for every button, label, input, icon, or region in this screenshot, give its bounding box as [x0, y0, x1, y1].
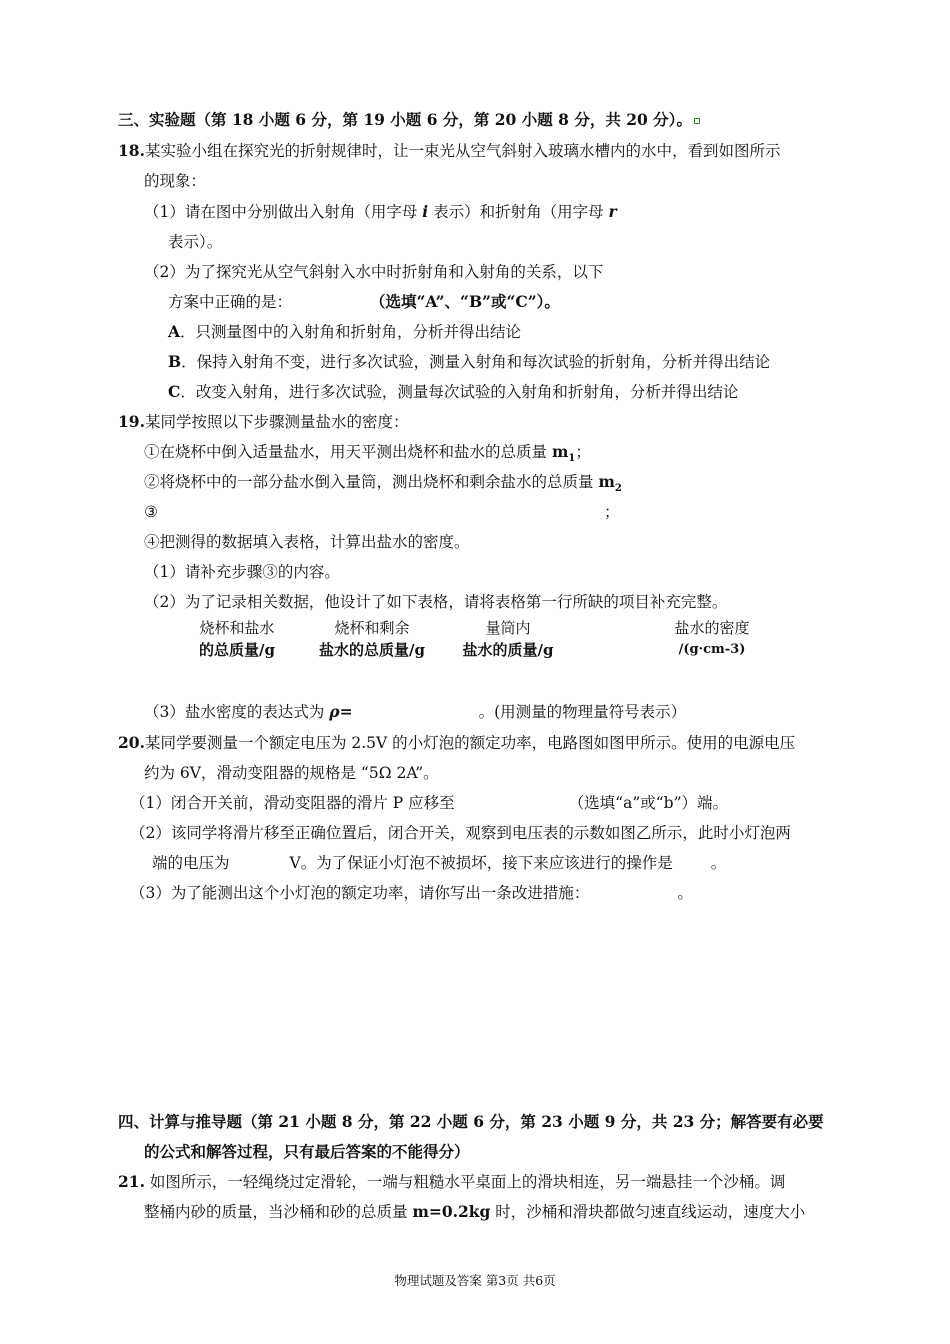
table-header-2-line1: 烧杯和剩余: [334, 619, 410, 637]
q19-subscript-2: 2: [614, 483, 622, 494]
q19-step1-text: ①在烧杯中倒入适量盐水，用天平测出烧杯和盐水的总质量: [144, 443, 552, 461]
q18-option-a-text: ．只测量图中的入射角和折射角，分析并得出结论: [180, 323, 522, 341]
q19-step3: ③: [144, 503, 158, 521]
q21-mass-value: m=0.2kg: [412, 1202, 491, 1221]
q18-part2-hint: （选填“A”、“B”或“C”）。: [370, 292, 560, 311]
table-header-3-line1: 量筒内: [485, 619, 531, 637]
q19-part3-text: （3）盐水密度的表达式为: [144, 703, 330, 721]
q18-part1-line2: 表示）。: [168, 233, 223, 251]
table-header-1-line2: 的总质量/g: [199, 641, 275, 659]
q19-subscript-1: 1: [568, 453, 576, 464]
q18-part1-text-a: （1）请在图中分别做出入射角（用字母: [144, 203, 423, 221]
q18-stem-line1: [118, 141, 780, 161]
q19-part2: （2）为了记录相关数据，他设计了如下表格，请将表格第一行所缺的项目补充完整。: [144, 593, 728, 611]
q21-stem-line1: [118, 1172, 785, 1192]
table-header-3-line2: 盐水的质量/g: [462, 641, 554, 659]
q18-option-b-key: B: [168, 352, 182, 371]
q20-part1-hint: （选填“a”或“b”）端。: [568, 794, 729, 812]
q19-symbol-m1: m: [551, 442, 569, 461]
section-3-title-text: 三、实验题（第 18 小题 6 分，第 19 小题 6 分，第 20 小题 8 分，共 20 分）: [118, 110, 677, 129]
q20-part2-text-b: V。为了保证小灯泡不被损坏，接下来应该进行的操作是: [289, 854, 673, 872]
q20-stem-line1: [118, 733, 795, 753]
q18-part1-line1: [144, 202, 617, 222]
q21-number: 21.: [118, 1172, 145, 1191]
q19-symbol-rho: ρ=: [329, 702, 353, 721]
q18-part2-line2: [168, 292, 560, 312]
table-header-cylinder-mass: [442, 617, 574, 661]
q19-step3-end: ；: [604, 503, 620, 521]
table-header-1-line1: 烧杯和盐水: [199, 619, 275, 637]
q20-part1: [130, 793, 728, 813]
table-header-total-mass: [172, 617, 302, 661]
page-footer: 物理试题及答案 第3页 共6页: [394, 1273, 556, 1288]
q19-part3: [144, 702, 686, 722]
q18-stem-line2: 的现象：: [144, 172, 207, 190]
q21-stem-text: 如图所示，一轻绳绕过定滑轮，一端与粗糙水平桌面上的滑块相连，另一端悬挂一个沙桶。调: [144, 1173, 786, 1191]
green-square-icon: [694, 118, 700, 124]
q19-number: 19.: [118, 412, 145, 431]
q19-step1: [144, 442, 591, 469]
q18-number: 18.: [118, 141, 145, 160]
q21-stem-text-b: 时，沙桶和滑块都做匀速直线运动，速度大小: [490, 1203, 806, 1221]
table-header-density: [650, 617, 774, 661]
q18-part2-line1: （2）为了探究光从空气斜射入水中时折射角和入射角的关系，以下: [144, 263, 604, 281]
table-header-4-line2: /(g·cm-3): [678, 642, 746, 657]
q19-step2: [144, 472, 622, 499]
table-header-4-line1: 盐水的密度: [674, 619, 750, 637]
q18-option-a: [168, 322, 521, 342]
q20-part3: [130, 883, 693, 903]
q18-stem-text: 某实验小组在探究光的折射规律时，让一束光从空气斜射入玻璃水槽内的水中，看到如图所示: [144, 142, 781, 160]
q20-part2-line2: [152, 853, 726, 873]
q19-symbol-m2: m: [598, 472, 615, 491]
q20-part2-end: 。: [710, 854, 727, 872]
q18-option-b: [168, 352, 770, 372]
q18-option-c-key: C: [168, 382, 181, 401]
q20-part1-text: （1）闭合开关前，滑动变阻器的滑片 P 应移至: [130, 794, 455, 812]
q18-part2-prompt: 方案中正确的是：: [168, 293, 293, 311]
q19-stem: [118, 412, 408, 432]
q19-step1-end: ；: [575, 443, 591, 461]
q20-part2-line1: （2）该同学将滑片移至正确位置后，闭合开关，观察到电压表的示数如图乙所示，此时小灯泡两: [130, 824, 791, 842]
q18-part1-text-b: 表示）和折射角（用字母: [428, 203, 609, 221]
q19-part1: （1）请补充步骤③的内容。: [144, 563, 340, 581]
q18-option-b-text: ．保持入射角不变，进行多次试验，测量入射角和每次试验的折射角，分析并得出结论: [181, 353, 771, 371]
section-3-title: [118, 110, 700, 130]
q21-stem-line2: [144, 1202, 805, 1222]
q20-part3-end: 。: [677, 884, 693, 902]
section-3-mark: 。: [676, 110, 692, 129]
section-4-title-line1: 四、计算与推导题（第 21 小题 8 分，第 22 小题 6 分，第 23 小题 9 分，共 23 分；解答要有必要: [118, 1112, 824, 1131]
q20-stem-line2: 约为 6V，滑动变阻器的规格是 “5Ω 2A”。: [144, 764, 439, 782]
q18-symbol-r: r: [608, 202, 617, 221]
q18-option-c-text: ．改变入射角，进行多次试验，测量每次试验的入射角和折射角，分析并得出结论: [180, 383, 739, 401]
table-header-remaining-mass: [302, 617, 442, 661]
q19-step2-text: ②将烧杯中的一部分盐水倒入量筒，测出烧杯和剩余盐水的总质量: [144, 473, 599, 491]
q20-part3-text: （3）为了能测出这个小灯泡的额定功率，请你写出一条改进措施：: [130, 884, 590, 902]
q19-step4: ④把测得的数据填入表格，计算出盐水的密度。: [144, 533, 470, 551]
q20-number: 20.: [118, 733, 145, 752]
q18-option-c: [168, 382, 738, 402]
table-header-2-line2: 盐水的总质量/g: [319, 641, 425, 659]
q19-part3-hint: 。(用测量的物理量符号表示）: [478, 703, 687, 721]
q21-stem-text-a: 整桶内砂的质量，当沙桶和砂的总质量: [144, 1203, 413, 1221]
q20-part2-text-a: 端的电压为: [152, 854, 230, 872]
q20-stem-text: 某同学要测量一个额定电压为 2.5V 的小灯泡的额定功率，电路图如图甲所示。使用的电源电压: [144, 734, 796, 752]
q19-stem-text: 某同学按照以下步骤测量盐水的密度：: [144, 413, 409, 431]
q18-option-a-key: A: [168, 322, 181, 341]
q18-symbol-i: i: [422, 202, 429, 221]
section-4-title-line2: 的公式和解答过程，只有最后答案的不能得分）: [144, 1142, 470, 1161]
